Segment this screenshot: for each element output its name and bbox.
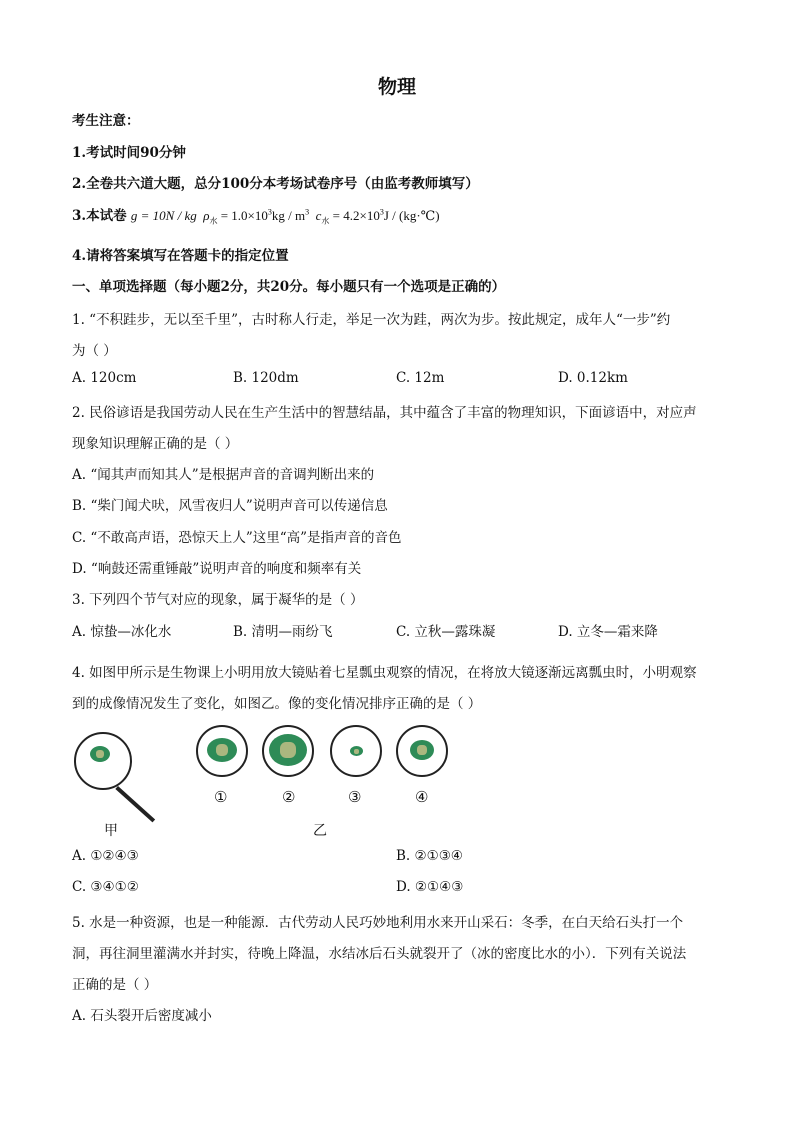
- q5-option-a: A. 石头裂开后密度减小: [72, 1008, 212, 1024]
- ladybug-image-medium: [410, 740, 434, 760]
- notice-item-2: 2.全卷共六道大题，总分100分本考场试卷序号（由监考教师填写）: [72, 176, 479, 192]
- formula-c-sub: 水: [321, 216, 330, 226]
- q5-text-line2: 洞，再往洞里灌满水并封实，待晚上降温，水结冰后石头就裂开了（冰的密度比水的小）．下列有关说法: [72, 946, 687, 962]
- circle-label-1: ①: [214, 788, 228, 806]
- q4-text-line2: 到的成像情况发生了变化，如图乙。像的变化情况排序正确的是（ ）: [72, 696, 482, 712]
- q2-option-c: C. “不敢高声语，恐惊天上人”这里“高”是指声音的音色: [72, 530, 402, 546]
- circle-label-4: ④: [415, 788, 429, 806]
- formula-rho-symbol: ρ: [203, 208, 210, 223]
- notice-item-3-label: 3.本试卷: [72, 208, 127, 224]
- image-circle-3: [330, 725, 382, 777]
- page-title: 物理: [377, 76, 416, 98]
- formula-c-symbol: c: [315, 208, 322, 223]
- notice-item-3: [72, 204, 440, 227]
- notice-item-4: 4.请将答案填写在答题卡的指定位置: [72, 248, 289, 264]
- magnifier-handle: [115, 786, 155, 822]
- q2-text-line2: 现象知识理解正确的是（ ）: [72, 436, 239, 452]
- q4-option-b: B. ②①③④: [396, 848, 463, 864]
- formula-c-unit: J / (kg·℃): [383, 208, 440, 223]
- formula-gravity: [130, 207, 440, 226]
- ladybug-image-largest: [269, 734, 307, 766]
- formula-g-text: g = 10N / kg: [130, 208, 197, 223]
- image-circle-1: [196, 725, 248, 777]
- q2-option-d: D. “响鼓还需重锤敲”说明声音的响度和频率有关: [72, 561, 362, 577]
- formula-c-exp: 3: [379, 207, 384, 217]
- ladybug-image-large: [207, 738, 237, 762]
- formula-rho-sub: 水: [209, 216, 218, 226]
- q3-option-a: A. 惊蛰—冰化水: [72, 624, 172, 640]
- formula-rho-exp: 3: [267, 207, 272, 217]
- q2-option-b: B. “柴门闻犬吠，风雪夜归人”说明声音可以传递信息: [72, 498, 388, 514]
- circle-label-2: ②: [282, 788, 296, 806]
- q5-text-line1: 5. 水是一种资源，也是一种能源．古代劳动人民巧妙地利用水来开山采石：冬季，在白天给石头打一个: [72, 915, 684, 931]
- q1-option-b: B. 120dm: [233, 370, 299, 386]
- q2-option-a: A. “闻其声而知其人”是根据声音的音调判断出来的: [72, 467, 375, 483]
- circle-label-3: ③: [348, 788, 362, 806]
- magnifier-figure: [72, 730, 162, 810]
- q3-option-d: D. 立冬—霜来降: [558, 624, 658, 640]
- q3-text-line1: 3. 下列四个节气对应的现象，属于凝华的是（ ）: [72, 592, 364, 608]
- notice-heading: 考生注意：: [72, 113, 140, 129]
- figure-jia-label: 甲: [104, 823, 118, 839]
- notice-item-1: 1.考试时间90分钟: [72, 145, 186, 161]
- q4-option-a: A. ①②④③: [72, 848, 139, 864]
- q1-text-line2: 为（ ）: [72, 343, 117, 359]
- image-circle-4: [396, 725, 448, 777]
- formula-rho-value: = 1.0×10: [217, 208, 268, 223]
- formula-rho-unit: kg / m: [271, 208, 306, 223]
- q3-option-b: B. 清明—雨纷飞: [233, 624, 333, 640]
- q4-text-line1: 4. 如图甲所示是生物课上小明用放大镜贴着七星瓢虫观察的情况，在将放大镜逐渐远离瓢虫时，小明观察: [72, 665, 697, 681]
- q5-text-line3: 正确的是（ ）: [72, 977, 158, 993]
- figure-yi-label: 乙: [313, 823, 327, 839]
- formula-rho-unit-exp: 3: [305, 207, 310, 217]
- q1-option-a: A. 120cm: [72, 370, 137, 386]
- q4-option-c: C. ③④①②: [72, 879, 139, 895]
- ladybug-icon: [90, 746, 110, 762]
- q3-option-c: C. 立秋—露珠凝: [396, 624, 496, 640]
- q1-option-c: C. 12m: [396, 370, 445, 386]
- q2-text-line1: 2. 民俗谚语是我国劳动人民在生产生活中的智慧结晶，其中蕴含了丰富的物理知识，下面谚语中，对应声: [72, 405, 697, 421]
- section-1-heading: 一、单项选择题（每小题2分，共20分。每小题只有一个选项是正确的）: [72, 279, 506, 295]
- image-circle-2: [262, 725, 314, 777]
- q1-text-line1: 1. “不积跬步，无以至千里”，古时称人行走，举足一次为跬，两次为步。按此规定，成年人“一步”约: [72, 312, 671, 328]
- ladybug-image-small: [350, 746, 363, 756]
- q4-option-d: D. ②①④③: [396, 879, 464, 895]
- formula-c-value: = 4.2×10: [329, 208, 380, 223]
- q1-option-d: D. 0.12km: [558, 370, 628, 386]
